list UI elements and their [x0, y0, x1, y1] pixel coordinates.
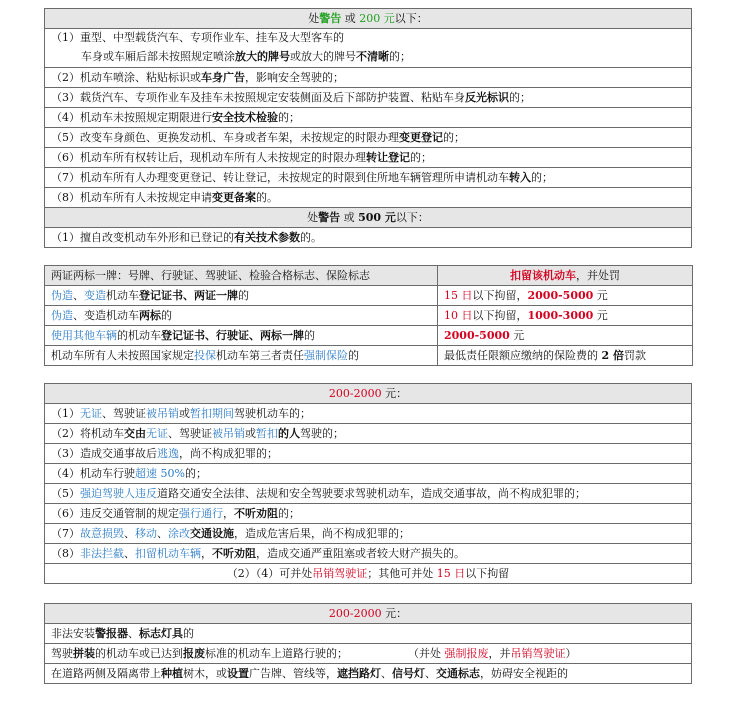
- table-row-right: 最低责任限额应缴纳的保险费的 2 倍罚款: [438, 346, 693, 366]
- table-row: （5）改变车身颜色、更换发动机、车身或者车架，未按规定的时限办理变更登记的；: [45, 128, 692, 148]
- table-row: （7）机动车所有人办理变更登记、转让登记，未按规定的时限到住所地车辆管理所申请机动车转入的；: [45, 168, 692, 188]
- table-header-left: 两证两标一牌：号牌、行驶证、驾驶证、检验合格标志、保险标志: [45, 266, 438, 286]
- table-header: 200-2000 元：: [45, 384, 692, 404]
- table-row-left: 机动车所有人未按照国家规定投保机动车第三者责任强制保险的: [45, 346, 438, 366]
- license-violation-table: [44, 383, 692, 584]
- table-subheader: 处警告 或 500 元以下：: [45, 208, 692, 228]
- table-row: 非法安装警报器、标志灯具的: [45, 624, 692, 644]
- table-row: （4）机动车行驶超速 50%的；: [45, 464, 692, 484]
- illegal-equipment-table: [44, 603, 692, 684]
- table-row: （2）机动车喷涂、粘贴标识或车身广告，影响安全驾驶的；: [45, 68, 692, 88]
- warning-penalty-table: [44, 8, 692, 248]
- table-row-left: 伪造、变造机动车两标的: [45, 306, 438, 326]
- table-header: 处警告 或 200 元以下：: [45, 9, 692, 29]
- table-row: （5）强迫驾驶人违反道路交通安全法律、法规和安全驾驶要求驾驶机动车，造成交通事故，尚不构成犯罪的；: [45, 484, 692, 504]
- table-row-right: 10 日以下拘留，1000-3000 元: [438, 306, 693, 326]
- table-row-left: 使用其他车辆的机动车登记证书、行驶证、两标一牌的: [45, 326, 438, 346]
- table-row: 在道路两侧及隔离带上种植树木，或设置广告牌、管线等，遮挡路灯、信号灯、交通标志，妨碍安全视距的: [45, 664, 692, 684]
- table-row: （3）载货汽车、专项作业车及挂车未按照规定安装侧面及后下部防护装置、粘贴车身反光标识的；: [45, 88, 692, 108]
- table-row: 驾驶拼装的机动车或已达到报废标准的机动车上道路行驶的； （并处 强制报废，并吊销驾驶证）: [45, 644, 692, 664]
- table-row-right: 2000-5000 元: [438, 326, 693, 346]
- table-row: （1）重型、中型载货汽车、专项作业车、挂车及大型客车的 车身或车厢后部未按照规定喷涂放大的牌号或放大的牌号不清晰的；: [45, 29, 692, 68]
- table-header-right: 扣留该机动车，并处罚: [438, 266, 693, 286]
- table-row: （1）擅自改变机动车外形和已登记的有关技术参数的。: [45, 228, 692, 248]
- table-row: （7）故意损毁、移动、涂改交通设施，造成危害后果，尚不构成犯罪的；: [45, 524, 692, 544]
- table-row: （8）机动车所有人未按规定申请变更备案的。: [45, 188, 692, 208]
- table-row: （4）机动车未按照规定期限进行安全技术检验的；: [45, 108, 692, 128]
- table-row: （8）非法拦截、扣留机动车辆，不听劝阻，造成交通严重阻塞或者较大财产损失的。: [45, 544, 692, 564]
- table-row: （1）无证、驾驶证被吊销或暂扣期间驾驶机动车的；: [45, 404, 692, 424]
- table-row-left: 伪造、变造机动车登记证书、两证一牌的: [45, 286, 438, 306]
- license-plate-penalty-table: [44, 265, 693, 366]
- table-header: 200-2000 元：: [45, 604, 692, 624]
- table-row: （6）违反交通管制的规定强行通行，不听劝阻的；: [45, 504, 692, 524]
- table-row-right: 15 日以下拘留，2000-5000 元: [438, 286, 693, 306]
- table-row: （3）造成交通事故后逃逸，尚不构成犯罪的；: [45, 444, 692, 464]
- table-footer: （2）（4）可并处吊销驾驶证；其他可并处 15 日以下拘留: [45, 564, 692, 584]
- table-row: （2）将机动车交由无证、驾驶证被吊销或暂扣的人驾驶的；: [45, 424, 692, 444]
- table-row: （6）机动车所有权转让后，现机动车所有人未按规定的时限办理转让登记的；: [45, 148, 692, 168]
